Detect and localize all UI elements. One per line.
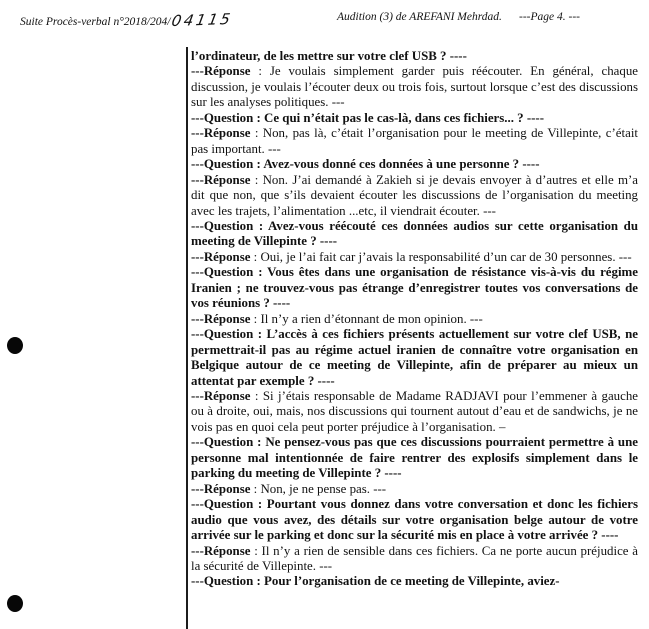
paragraph-text: : Non. J’ai demandé à Zakieh si je devais envoyer à d’autres et elle m’a dit que non, que s’ils devaient écouter les discussions de l’organisation du meeting avec les trajets, l’alimentation ...etc, il viendrait écouter. --- — [191, 172, 638, 218]
paragraph-text: ---Question : Pourtant vous donnez dans votre conversation et donc les fichiers audio que vous avez, des détails sur votre organisation belge autour de votre arrivée sur le parking et donc sur la sécurité mis en place à votre arrivée ? ---- — [191, 497, 638, 543]
margin-rule — [186, 47, 188, 629]
speaker-label: ---Réponse — [191, 311, 251, 326]
transcript-paragraph — [191, 64, 638, 110]
transcript-paragraph — [191, 250, 638, 265]
speaker-label: ---Réponse — [191, 388, 251, 403]
transcript-paragraph — [191, 126, 638, 157]
paragraph-text: ---Question : L’accès à ces fichiers présents actuellement sur votre clef USB, ne permettrait-il pas au régime actuel iranien de connaître votre organisation en Belgique autour de ce meeting de Villepinte, afin de préparer au mieux un attentat par exemple ? ---- — [191, 327, 638, 388]
transcript-paragraph — [191, 173, 638, 219]
speaker-label: ---Réponse — [191, 64, 251, 79]
transcript-paragraph — [191, 312, 638, 327]
paragraph-text: ---Question : Pour l’organisation de ce meeting de Villepinte, aviez- — [191, 574, 560, 589]
paragraph-text: : Il n’y a rien d’étonnant de mon opinion. --- — [250, 311, 483, 326]
transcript-paragraph — [191, 49, 638, 64]
paragraph-text: ---Question : Avez-vous donné ces données à une personne ? ---- — [191, 157, 540, 172]
punch-hole-icon — [7, 337, 23, 354]
paragraph-text: ---Question : Ce qui n’était pas le cas-là, dans ces fichiers... ? ---- — [191, 110, 545, 125]
paragraph-text: : Je voulais simplement garder puis réécouter. En général, chaque discussion, je voulais l’écouter deux ou trois fois, surtout lorsque c’est des discussions sur les analyses politiques. --- — [191, 64, 638, 110]
header-proces-verbal — [20, 11, 233, 29]
paragraph-text: : Si j’étais responsable de Madame RADJAVI pour l’emmener à gauche ou à droite, oui, mais, nos discussions qui tournent autout d’eau et de sandwichs, je ne vois pas en quoi cela peut porter préjudice à l’organisation. – — [191, 388, 638, 434]
speaker-label: ---Réponse — [191, 126, 251, 141]
header-page-number: ---Page 4. --- — [519, 11, 580, 23]
transcript-paragraph — [191, 219, 638, 250]
transcript-paragraph — [191, 327, 638, 389]
speaker-label: ---Réponse — [191, 249, 251, 264]
transcript-paragraph — [191, 111, 638, 126]
paragraph-text: l’ordinateur, de les mettre sur votre clef USB ? ---- — [191, 49, 467, 63]
paragraph-text: ---Question : Vous êtes dans une organisation de résistance vis-à-vis du régime Iranien ; ne trouvez-vous pas étrange d’enregistrer toutes vos conversations de vos réunions ? ---- — [191, 265, 638, 311]
paragraph-text: : Il n’y a rien de sensible dans ces fichiers. Ca ne porte aucun préjudice à la sécurité de Villepinte. --- — [191, 543, 638, 573]
paragraph-text: : Non, pas là, c’était l’organisation pour le meeting de Villepinte, c’était pas important. --- — [191, 126, 638, 156]
transcript-paragraph — [191, 435, 638, 481]
paragraph-text: : Oui, je l’ai fait car j’avais la responsabilité d’un car de 30 personnes. --- — [250, 249, 632, 264]
header-audition-title: Audition (3) de AREFANI Mehrdad. — [337, 11, 502, 23]
header-proces-verbal-label: Suite Procès-verbal n°2018/204/ — [20, 16, 171, 28]
transcript — [191, 49, 638, 590]
transcript-paragraph — [191, 482, 638, 497]
transcript-paragraph — [191, 574, 638, 589]
speaker-label: ---Réponse — [191, 172, 251, 187]
transcript-paragraph — [191, 389, 638, 435]
transcript-paragraph — [191, 497, 638, 543]
speaker-label: ---Réponse — [191, 543, 251, 558]
punch-hole-icon — [7, 595, 23, 612]
paragraph-text: ---Question : Ne pensez-vous pas que ces discussions pourraient permettre à une personne mal intentionnée de faire rentrer des explosifs simplement dans le parking du meeting de Villepinte ? ---- — [191, 435, 638, 481]
speaker-label: ---Réponse — [191, 481, 251, 496]
handwritten-dossier-number: 04115 — [170, 9, 235, 31]
paragraph-text: ---Question : Avez-vous réécouté ces données audios sur cette organisation du meeting de Villepinte ? ---- — [191, 218, 638, 249]
transcript-paragraph — [191, 157, 638, 172]
transcript-paragraph — [191, 265, 638, 311]
transcript-paragraph — [191, 544, 638, 575]
paragraph-text: : Non, je ne pense pas. --- — [250, 481, 387, 496]
